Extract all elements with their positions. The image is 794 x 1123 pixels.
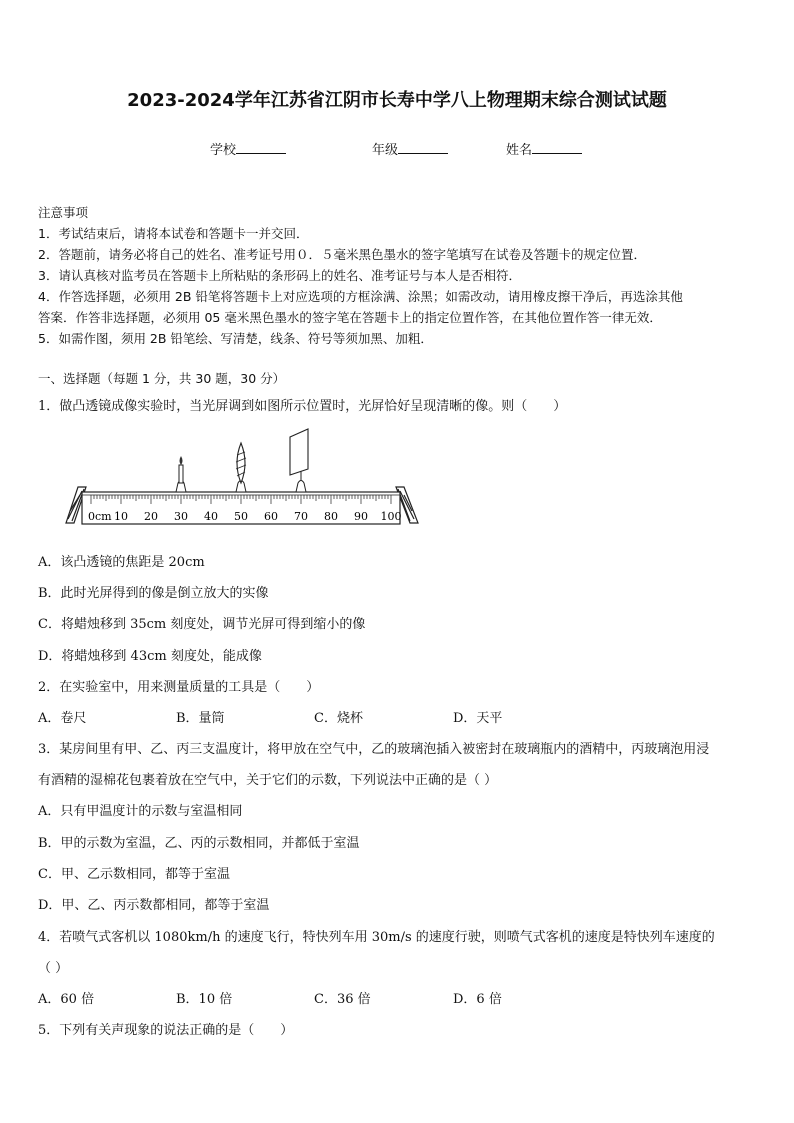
q4-option-d: D．6 倍 — [453, 992, 502, 1007]
q3-option-d: D．甲、乙、丙示数都相同，都等于室温 — [38, 898, 270, 913]
q3-stem-line1: 3．某房间里有甲、乙、丙三支温度计，将甲放在空气中，乙的玻璃泡插入被密封在玻璃瓶内的酒精中，丙玻璃泡用浸 — [38, 742, 710, 757]
q3-option-a: A．只有甲温度计的示数与室温相同 — [38, 804, 243, 819]
q1-option-c: C．将蜡烛移到 35cm 刻度处，调节光屏可得到缩小的像 — [38, 617, 366, 632]
ruler-tick-label: 100 — [380, 510, 402, 523]
grade-blank[interactable] — [398, 141, 448, 154]
q2-option-a: A．卷尺 — [38, 711, 87, 726]
school-blank[interactable] — [236, 141, 286, 154]
q2-option-c: C．烧杯 — [314, 711, 363, 726]
name-blank[interactable] — [532, 141, 582, 154]
q4-option-b: B．10 倍 — [176, 992, 233, 1007]
q1-stem: 1．做凸透镜成像实验时，当光屏调到如图所示位置时，光屏恰好呈现清晰的像。则（ ） — [38, 399, 567, 414]
ruler-tick-label: 50 — [234, 510, 248, 523]
ruler-tick-label: 0cm — [88, 510, 112, 523]
candle — [176, 456, 186, 492]
notice-heading: 注意事项 — [38, 205, 89, 220]
notice-item: 1．考试结束后，请将本试卷和答题卡一并交回． — [38, 226, 309, 241]
q4-option-a: A．60 倍 — [38, 992, 95, 1007]
q1-option-b: B．此时光屏得到的像是倒立放大的实像 — [38, 586, 269, 601]
section-heading: 一、选择题（每题 1 分，共 30 题，30 分） — [38, 371, 286, 386]
grade-field[interactable] — [372, 139, 448, 158]
school-label: 学校 — [210, 143, 237, 158]
ruler-tick-label: 90 — [354, 510, 368, 523]
name-field[interactable] — [506, 139, 582, 158]
ruler-tick-label: 60 — [264, 510, 278, 523]
notice-item: 2．答题前，请务必将自己的姓名、准考证号用０．５毫米黑色墨水的签字笔填写在试卷及答题卡的规定位置． — [38, 247, 646, 262]
ruler-tick-label: 40 — [204, 510, 218, 523]
ruler-tick-label: 30 — [174, 510, 188, 523]
q2-option-d: D．天平 — [453, 711, 503, 726]
school-field[interactable] — [210, 139, 286, 158]
name-label: 姓名 — [506, 143, 533, 158]
ruler-tick-label: 80 — [324, 510, 338, 523]
notice-item: 3．请认真核对监考员在答题卡上所粘贴的条形码上的姓名、准考证号与本人是否相符． — [38, 268, 521, 283]
q1-option-d: D．将蜡烛移到 43cm 刻度处，能成像 — [38, 649, 262, 664]
q4-stem-line1: 4．若喷气式客机以 1080km/h 的速度飞行，特快列车用 30m/s 的速度行驶，则喷气式客机的速度是特快列车速度的 — [38, 930, 715, 945]
q2-stem: 2．在实验室中，用来测量质量的工具是（ ） — [38, 680, 320, 695]
notice-item: 5．如需作图，须用 2B 铅笔绘、写清楚，线条、符号等须加黑、加粗． — [38, 331, 433, 346]
q1-option-a: A．该凸透镜的焦距是 20cm — [38, 555, 205, 570]
q4-option-c: C．36 倍 — [314, 992, 371, 1007]
q2-option-b: B．量筒 — [176, 711, 225, 726]
notice-item: 答案．作答非选择题，必须用 05 毫米黑色墨水的签字笔在答题卡上的指定位置作答，在其他位置作答一律无效． — [38, 310, 662, 325]
q3-option-b: B．甲的示数为室温，乙、丙的示数相同，并都低于室温 — [38, 836, 360, 851]
ruler-tick-label: 20 — [144, 510, 158, 523]
light-screen — [290, 429, 308, 492]
q3-option-c: C．甲、乙示数相同，都等于室温 — [38, 867, 230, 882]
grade-label: 年级 — [372, 143, 399, 158]
ruler-tick-label: 10 — [114, 510, 128, 523]
ruler-tick-label: 70 — [294, 510, 308, 523]
page-title: 2023-2024学年江苏省江阴市长寿中学八上物理期末综合测试试题 — [127, 90, 667, 111]
q5-stem: 5．下列有关声现象的说法正确的是（ ） — [38, 1023, 294, 1038]
convex-lens — [236, 443, 246, 492]
q4-stem-line2: （ ） — [38, 961, 69, 976]
q3-stem-line2: 有酒精的湿棉花包裹着放在空气中，关于它们的示数，下列说法中正确的是（ ） — [38, 773, 498, 788]
notice-item: 4．作答选择题，必须用 2B 铅笔将答题卡上对应选项的方框涂满、涂黑；如需改动，请用橡皮擦干净后，再选涂其他 — [38, 289, 683, 304]
optical-bench-figure — [62, 425, 422, 530]
